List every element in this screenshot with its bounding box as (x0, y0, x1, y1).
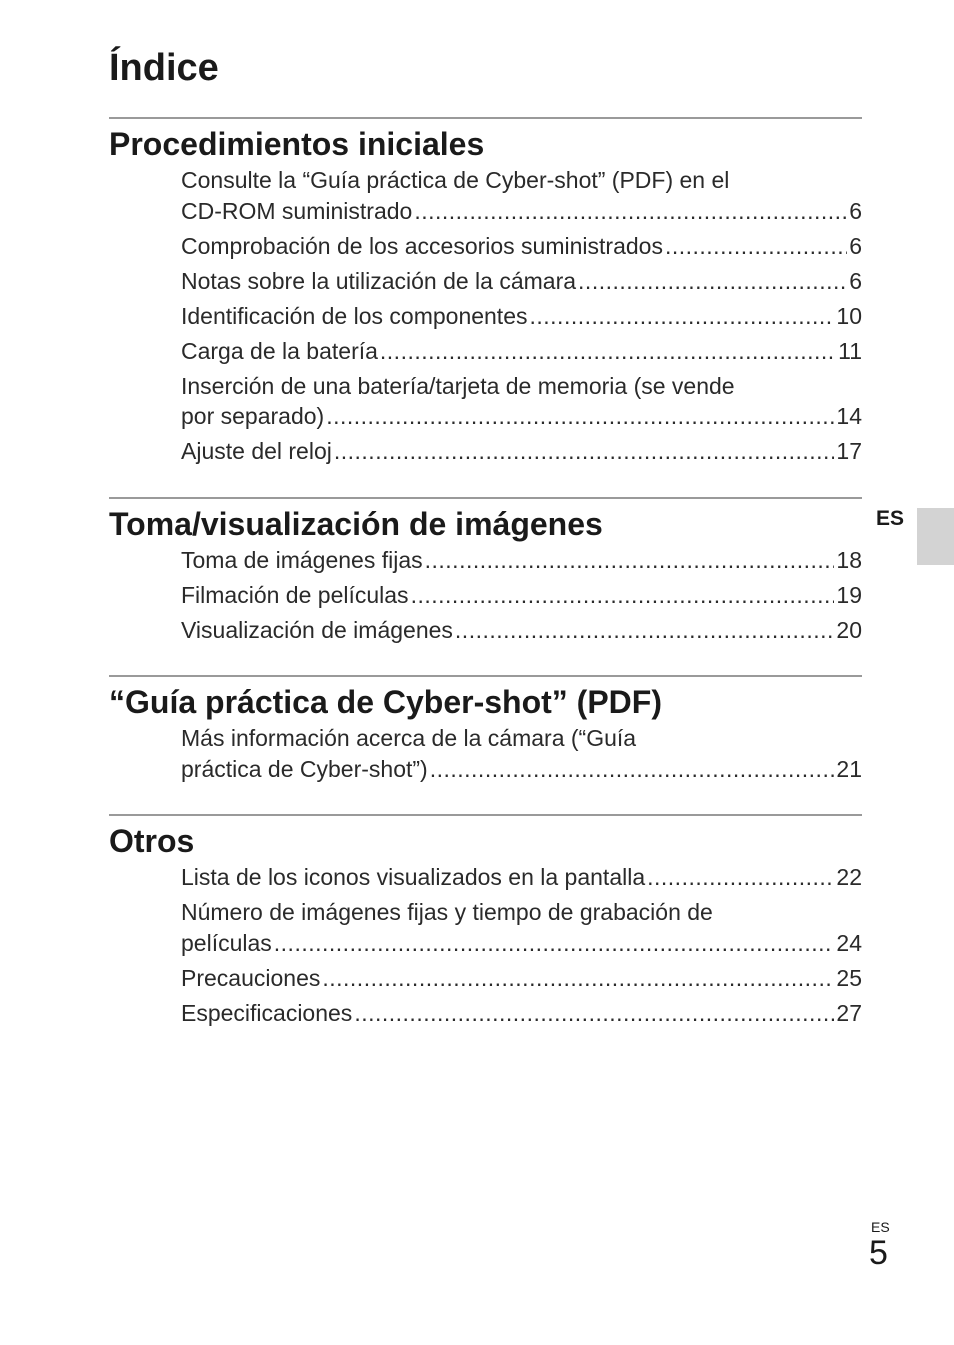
toc-page-number: 14 (836, 403, 862, 429)
toc-list (109, 862, 862, 1028)
section-heading: Toma/visualización de imágenes (109, 506, 603, 542)
page-number: 5 (869, 1234, 888, 1272)
dot-leader (411, 580, 835, 611)
toc-entry-line (181, 580, 862, 611)
language-tab-label: ES (876, 507, 905, 530)
toc-entry-line (181, 998, 862, 1029)
toc-entry-line (181, 266, 862, 297)
toc-list (109, 545, 862, 646)
toc-page-number: 10 (836, 302, 862, 329)
toc-entry-first-line: Consulte la “Guía práctica de Cyber-shot” (PDF) en el (181, 167, 730, 193)
toc-entry-line (181, 301, 862, 332)
dot-leader (578, 266, 847, 297)
toc-entry-text: Notas sobre la utilización de la cámara (181, 267, 577, 294)
toc-entry-line (181, 754, 862, 785)
toc-entry-text: CD-ROM suministrado (181, 197, 413, 224)
dot-leader (530, 301, 835, 332)
toc-entry-line (181, 862, 862, 893)
toc-entry[interactable] (181, 301, 862, 332)
dot-leader (322, 963, 834, 994)
toc-entry-text: Carga de la batería (181, 337, 378, 364)
dot-leader (455, 615, 834, 646)
toc-entry-text: Comprobación de los accesorios suministrados (181, 232, 663, 259)
toc-entry-text: Toma de imágenes fijas (181, 547, 423, 573)
dot-leader (326, 401, 834, 432)
toc-page-number: 18 (836, 547, 862, 573)
toc-entry-text: Identificación de los componentes (181, 302, 528, 329)
dot-leader (380, 336, 836, 367)
toc-entry-line (181, 336, 862, 367)
toc-entry[interactable] (181, 897, 862, 958)
toc-entry-line (181, 928, 862, 959)
toc-entry[interactable] (181, 545, 862, 576)
section-toma-visualizacion (109, 497, 862, 650)
toc-entry-text: Precauciones (181, 964, 321, 991)
section-otros (109, 814, 862, 1033)
toc-entry-first-line: Inserción de una batería/tarjeta de memoria (se vende (181, 372, 735, 399)
section-heading: “Guía práctica de Cyber-shot” (PDF) (109, 684, 662, 720)
toc-entry-line (181, 436, 862, 467)
toc-entry-line (181, 196, 862, 227)
toc-entry-text: práctica de Cyber-shot”) (181, 755, 428, 782)
toc-entry-line (181, 231, 862, 262)
dot-leader (414, 196, 847, 227)
toc-entry-text: por separado) (181, 403, 325, 429)
toc-page-number: 11 (838, 337, 862, 364)
footer-language-code: ES (871, 1219, 890, 1235)
toc-entry-text: Filmación de películas (181, 582, 409, 608)
toc-list (109, 165, 862, 467)
toc-entry[interactable] (181, 998, 862, 1029)
toc-page-number: 17 (836, 438, 862, 464)
toc-page-number: 21 (836, 755, 862, 782)
toc-entry-text: Especificaciones (181, 999, 353, 1026)
dot-leader (334, 436, 835, 467)
toc-page-number: 20 (836, 617, 862, 643)
toc-page-number: 25 (836, 964, 862, 991)
toc-entry-first-line: Número de imágenes fijas y tiempo de grabación de (181, 899, 713, 925)
toc-page-number: 22 (836, 864, 862, 890)
toc-entry-line (181, 963, 862, 994)
toc-entry[interactable] (181, 231, 862, 262)
dot-leader (274, 928, 835, 959)
toc-entry-text: Lista de los iconos visualizados en la pantalla (181, 864, 646, 890)
page-title: Índice (109, 47, 219, 89)
toc-entry-text: Ajuste del reloj (181, 438, 332, 464)
toc-entry[interactable] (181, 266, 862, 297)
dot-leader (647, 862, 834, 893)
toc-entry[interactable] (181, 723, 862, 784)
section-procedimientos-iniciales (109, 117, 862, 471)
toc-entry[interactable] (181, 165, 862, 226)
toc-list (109, 723, 862, 784)
toc-entry[interactable] (181, 580, 862, 611)
toc-page-number: 6 (849, 232, 862, 259)
toc-entry-line (181, 545, 862, 576)
toc-entry-first-line: Más información acerca de la cámara (“Guía (181, 725, 637, 751)
toc-entry[interactable] (181, 615, 862, 646)
toc-entry[interactable] (181, 862, 862, 893)
dot-leader (665, 231, 847, 262)
toc-entry[interactable] (181, 336, 862, 367)
toc-entry-text: películas (181, 929, 272, 956)
toc-entry[interactable] (181, 371, 862, 432)
toc-page-number: 6 (849, 267, 862, 294)
language-tab (917, 508, 954, 565)
toc-page-number: 24 (836, 929, 862, 956)
toc-page-number: 27 (836, 999, 862, 1026)
dot-leader (430, 754, 835, 785)
section-heading: Otros (109, 823, 195, 859)
toc-entry-line (181, 615, 862, 646)
section-guia-practica-pdf (109, 675, 862, 789)
dot-leader (354, 998, 834, 1029)
toc-entry-text: Visualización de imágenes (181, 617, 453, 643)
toc-entry[interactable] (181, 963, 862, 994)
section-heading: Procedimientos iniciales (109, 126, 485, 162)
dot-leader (425, 545, 835, 576)
toc-page-number: 6 (849, 197, 862, 224)
toc-entry-line (181, 401, 862, 432)
toc-page-number: 19 (836, 582, 862, 608)
toc-entry[interactable] (181, 436, 862, 467)
